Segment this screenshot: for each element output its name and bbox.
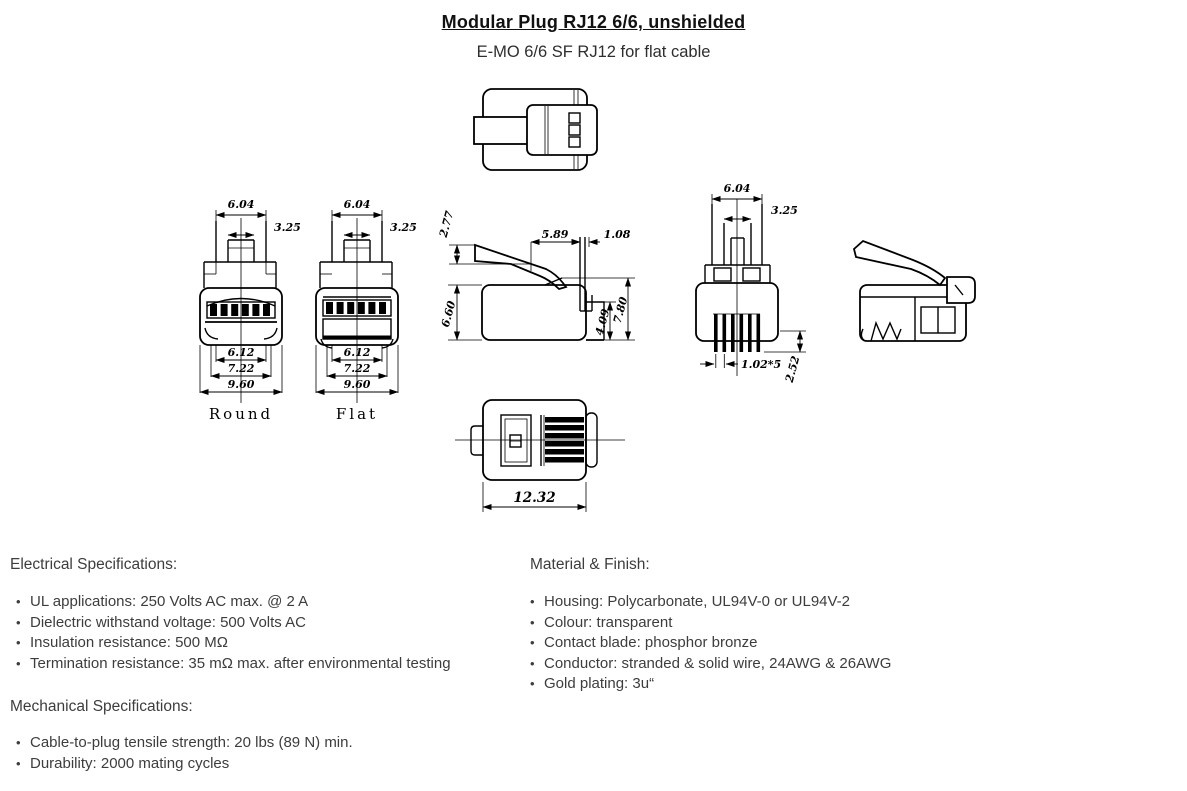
- rear-view-drawing: [688, 168, 828, 403]
- dim-tab-width: 6.04: [343, 198, 371, 211]
- flat-dimensions: [332, 198, 417, 235]
- material-finish-list: [524, 592, 984, 695]
- page-title: Modular Plug RJ12 6/6, unshielded: [441, 12, 746, 32]
- bottom-dimension: [483, 482, 586, 512]
- round-front-view-drawing: [197, 188, 322, 433]
- material-finish-heading: Material & Finish:: [530, 556, 650, 573]
- spec-item: • Gold plating: 3u“: [524, 674, 984, 695]
- flat-view-label: Flat: [335, 405, 379, 423]
- dim-body-width: 9.60: [343, 378, 371, 391]
- spec-item: • UL applications: 250 Volts AC max. @ 2 A: [10, 592, 520, 613]
- dim-pin-pitch: 1.02*5: [741, 358, 782, 371]
- round-plug-outline: [200, 218, 282, 403]
- flat-plug-outline: [316, 218, 398, 403]
- spec-item: • Housing: Polycarbonate, UL94V-0 or UL94V-2: [524, 592, 984, 613]
- spec-item: • Conductor: stranded & solid wire, 24AWG & 26AWG: [524, 654, 984, 675]
- round-dimensions: [216, 198, 301, 235]
- dim-body-width: 9.60: [227, 378, 255, 391]
- dim-latch-width: 3.25: [771, 204, 798, 217]
- dim-contact-span: 6.12: [343, 346, 371, 359]
- dim-length: 12.32: [513, 490, 556, 506]
- spec-item: • Insulation resistance: 500 MΩ: [10, 633, 520, 654]
- section-plug-outline: [854, 241, 975, 341]
- electrical-specs-heading: Electrical Specifications:: [10, 556, 178, 573]
- side-view-drawing: [436, 183, 658, 388]
- round-lower-dimensions: [200, 345, 282, 393]
- flat-lower-dimensions: [316, 345, 398, 393]
- dim-tab-width: 6.04: [723, 182, 751, 195]
- plug-top-outline: [474, 89, 597, 170]
- spec-item: • Contact blade: phosphor bronze: [524, 633, 984, 654]
- flat-front-view-drawing: [313, 188, 438, 433]
- rear-plug-outline: [696, 199, 778, 376]
- dim-tab-width: 6.04: [227, 198, 255, 211]
- page-subtitle: E-MO 6/6 SF RJ12 for flat cable: [476, 43, 711, 61]
- dim-latch-width: 3.25: [390, 221, 417, 234]
- mechanical-specs-heading: Mechanical Specifications:: [10, 698, 193, 715]
- dim-body-height: 6.60: [438, 299, 459, 329]
- dim-step-height: 4.09: [592, 307, 613, 337]
- spec-item: • Dielectric withstand voltage: 500 Volts AC: [10, 613, 520, 634]
- dim-latch-lift: 2.77: [436, 209, 457, 239]
- top-view-drawing: [450, 80, 610, 185]
- bottom-plug-outline: [455, 400, 625, 480]
- dim-total-height: 7.80: [610, 295, 631, 325]
- dim-contact-span: 6.12: [227, 346, 255, 359]
- rear-dimensions-top: [712, 182, 798, 219]
- dim-latch-length: 5.89: [541, 228, 569, 241]
- mechanical-specs-list: [10, 733, 520, 774]
- side-plug-outline: [475, 237, 635, 340]
- round-view-label: Round: [208, 405, 274, 423]
- section-view-drawing: [843, 233, 998, 368]
- dim-tip: 1.08: [603, 228, 631, 241]
- spec-item: • Durability: 2000 mating cycles: [10, 754, 520, 775]
- bottom-view-drawing: [453, 390, 628, 520]
- electrical-specs-list: [10, 592, 520, 674]
- dim-inner-width: 7.22: [343, 362, 371, 375]
- dim-latch-width: 3.25: [274, 221, 301, 234]
- dim-inner-width: 7.22: [227, 362, 255, 375]
- spec-item: • Termination resistance: 35 mΩ max. after environmental testing: [10, 654, 520, 675]
- dim-pin-extension: 2.52: [782, 354, 803, 384]
- spec-item: • Cable-to-plug tensile strength: 20 lbs (89 N) min.: [10, 733, 520, 754]
- spec-item: • Colour: transparent: [524, 613, 984, 634]
